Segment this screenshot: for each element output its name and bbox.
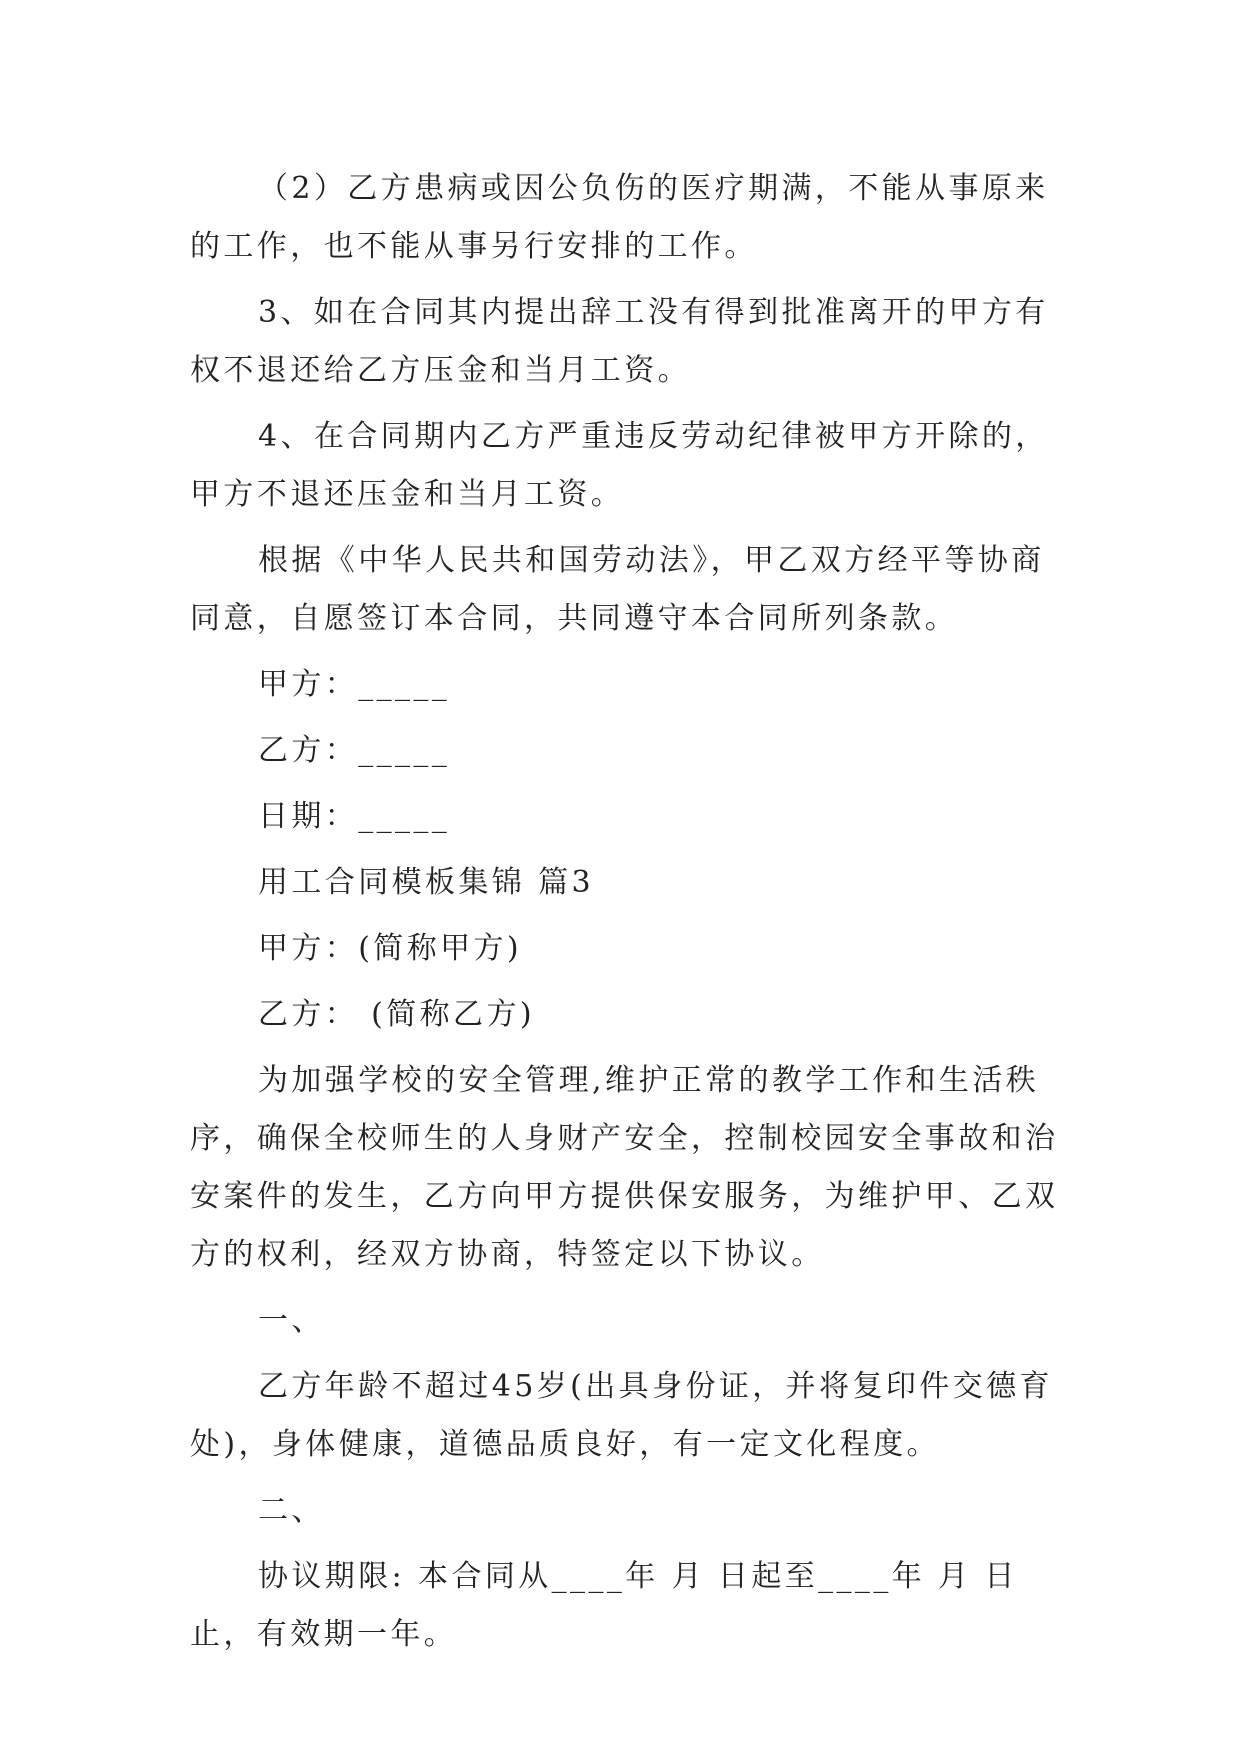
document-body	[190, 160, 1070, 1672]
paragraph-intro: 为加强学校的安全管理,维护正常的教学工作和生活秩序，确保全校师生的人身财产安全，控制校园安全事故和治安案件的发生，乙方向甲方提供保安服务，为维护甲、乙双方的权利，经双方协商，特签定以下协议。	[190, 1063, 1059, 1272]
paragraph-clause-3: 3、如在合同其内提出辞工没有得到批准离开的甲方有权不退还给乙方压金和当月工资。	[190, 295, 1049, 388]
signature-party-a: 甲方：_____	[258, 667, 451, 702]
clause-two-heading: 二、	[258, 1493, 325, 1528]
paragraph-clause-4: 4、在合同期内乙方严重违反劳动纪律被甲方开除的，甲方不退还压金和当月工资。	[190, 419, 1049, 512]
clause-one-text: 乙方年龄不超过45岁(出具身份证，并将复印件交德育处)，身体健康，道德品质良好，有一定文化程度。	[190, 1369, 1053, 1462]
signature-date: 日期：_____	[258, 799, 451, 834]
section-title: 用工合同模板集锦 篇3	[258, 865, 595, 900]
clause-two-text: 协议期限: 本合同从____年 月 日起至____年 月 日止，有效期一年。	[190, 1559, 1018, 1652]
clause-one-heading: 一、	[258, 1303, 325, 1338]
paragraph-medical-term: （2）乙方患病或因公负伤的医疗期满，不能从事原来的工作，也不能从事另行安排的工作。	[190, 171, 1049, 264]
signature-party-b: 乙方：_____	[258, 733, 451, 768]
party-b-line: 乙方： (简称乙方)	[258, 997, 535, 1032]
paragraph-labor-law: 根据《中华人民共和国劳动法》，甲乙双方经平等协商同意，自愿签订本合同，共同遵守本合同所列条款。	[190, 543, 1045, 636]
party-a-line: 甲方：(简称甲方)	[258, 931, 523, 966]
